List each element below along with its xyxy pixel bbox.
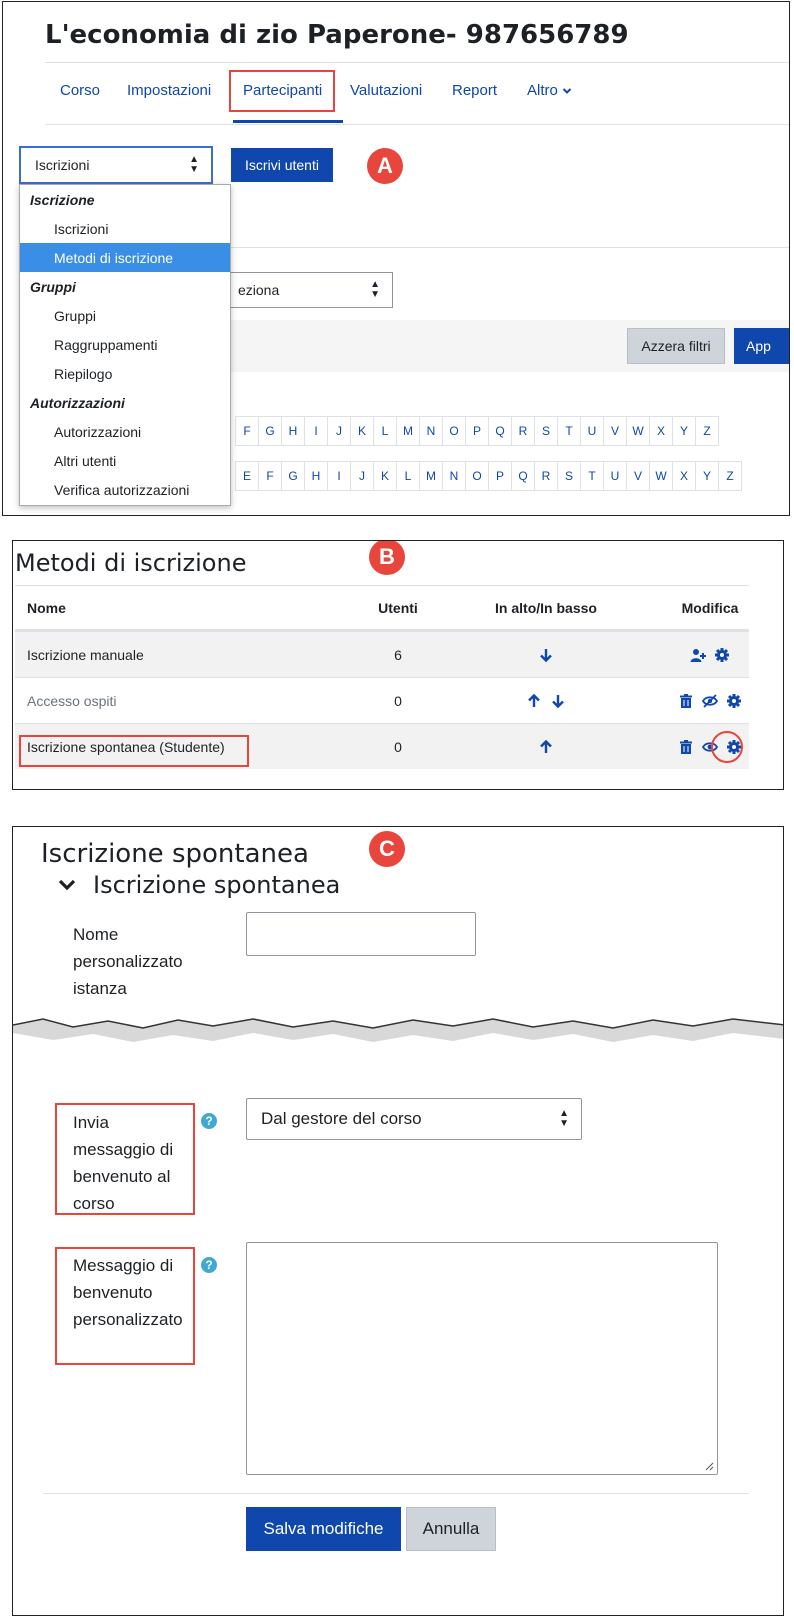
initial-letter-link[interactable]: Y [672,416,696,446]
badge-b: B [369,540,405,575]
initial-letter-link[interactable]: S [534,416,558,446]
move-controls [475,647,617,663]
tab-more-label: Altro [527,82,558,99]
highlight-welcome-label [55,1103,195,1215]
trash-icon[interactable] [678,693,694,709]
help-icon[interactable]: ? [201,1113,217,1129]
initial-letter-link[interactable]: R [534,461,558,491]
badge-a: A [367,148,403,184]
fieldset-legend-text: Iscrizione spontanea [93,871,341,899]
initial-letter-link[interactable]: N [419,416,443,446]
arrow-down-icon[interactable] [550,693,566,709]
initial-letter-link[interactable]: T [557,416,581,446]
initial-letter-link[interactable]: P [488,461,512,491]
table-row [15,677,749,723]
highlight-participants-tab [229,70,335,112]
torn-edge-divider [13,1013,784,1063]
dropdown-item-other-users[interactable]: Altri utenti [54,452,117,469]
dropdown-group-groups: Gruppi [30,278,76,295]
initial-letter-link[interactable]: I [304,416,328,446]
chevron-down-icon [57,875,77,895]
initial-letter-link[interactable]: V [603,416,627,446]
welcome-message-select-value: Dal gestore del corso [261,1109,422,1128]
initial-letter-link[interactable]: R [511,416,535,446]
initial-letter-link[interactable]: Q [511,461,535,491]
initial-letter-link[interactable]: T [580,461,604,491]
tab-course[interactable]: Corso [60,82,101,99]
initial-letter-link[interactable]: O [465,461,489,491]
dropdown-item-enrolment-methods[interactable]: Metodi di iscrizione [20,243,230,272]
column-header-edit: Modifica [681,599,739,616]
dropdown-item-enrolments[interactable]: Iscrizioni [54,220,109,237]
edit-controls [675,647,745,663]
initial-letter-link[interactable]: F [235,416,259,446]
apply-filters-button[interactable]: App [734,328,790,364]
initial-letter-link[interactable]: K [350,416,374,446]
table-row [15,631,749,677]
enrolment-dropdown-menu [19,184,231,506]
save-changes-button[interactable]: Salva modifiche [246,1507,401,1551]
custom-welcome-message-textarea[interactable] [246,1242,718,1475]
initial-letter-link[interactable]: H [281,416,305,446]
initial-letter-link[interactable]: W [649,461,673,491]
initial-letter-link[interactable]: Q [488,416,512,446]
nav-top-divider [45,62,790,63]
filter-select-value: eziona [238,282,280,298]
panel-self-enrolment-settings [12,826,784,1616]
initial-letter-link[interactable]: J [327,416,351,446]
enrol-users-icon[interactable] [690,647,706,663]
highlight-self-enrolment-row [19,735,249,767]
edit-controls [675,693,745,709]
initial-letter-link[interactable]: L [373,416,397,446]
filter-divider [231,247,790,248]
highlight-gear-icon [711,731,743,763]
initial-letter-link[interactable]: F [258,461,282,491]
label-custom-welcome-message: Messaggio di benvenuto personalizzato [73,1256,183,1329]
column-header-users: Utenti [378,599,418,616]
method-name: Iscrizione manuale [27,646,144,663]
initial-letter-link[interactable]: Z [718,461,742,491]
highlight-custom-message-label [55,1247,195,1365]
initial-letter-link[interactable]: V [626,461,650,491]
initial-letter-link[interactable]: U [580,416,604,446]
badge-c: C [369,831,405,867]
initial-letter-link[interactable]: K [373,461,397,491]
dropdown-group-enrolment: Iscrizione [30,191,95,208]
chevron-down-icon [562,86,572,96]
gear-icon[interactable] [714,647,730,663]
initial-letter-link[interactable]: S [557,461,581,491]
method-users: 6 [394,646,402,663]
enrolment-select-value: Iscrizioni [35,157,90,173]
custom-instance-name-input[interactable] [246,912,476,956]
column-header-move: In alto/In basso [495,599,597,616]
nav-bottom-divider [45,124,790,125]
course-title: L'economia di zio Paperone- 987656789 [45,20,629,50]
tab-grades[interactable]: Valutazioni [350,82,423,99]
initial-letter-link[interactable]: X [672,461,696,491]
dropdown-item-groupings[interactable]: Raggruppamenti [54,336,158,353]
initial-letter-link[interactable]: G [281,461,305,491]
move-controls [475,739,617,755]
initial-letter-link[interactable]: U [603,461,627,491]
eye-slash-icon[interactable] [702,693,718,709]
initial-letter-link[interactable]: L [396,461,420,491]
move-controls [475,693,617,709]
method-name: Iscrizione spontanea (Studente) [27,738,225,755]
tab-participants[interactable]: Partecipanti [243,82,323,99]
tab-more[interactable] [527,82,572,99]
dropdown-item-check-permissions[interactable]: Verifica autorizzazioni [54,481,190,498]
arrow-down-icon[interactable] [538,647,554,663]
enrolment-select[interactable] [19,146,213,184]
arrow-up-icon[interactable] [538,739,554,755]
self-enrolment-heading: Iscrizione spontanea [41,839,309,869]
arrow-up-icon[interactable] [526,693,542,709]
initial-letter-link[interactable]: G [258,416,282,446]
resize-handle-icon[interactable] [704,1461,714,1471]
label-send-welcome-message: Invia messaggio di benvenuto al corso [73,1113,174,1213]
dropdown-group-permissions: Autorizzazioni [30,394,125,411]
method-users: 0 [394,692,402,709]
panel-enrolment-methods [12,540,784,790]
initial-letter-link[interactable]: M [419,461,443,491]
label-custom-instance-name: Nome personalizzato istanza [73,925,183,998]
clear-filters-button[interactable]: Azzera filtri [627,328,725,364]
dropdown-item-overview[interactable]: Riepilogo [54,365,113,382]
initial-letter-link[interactable]: J [350,461,374,491]
help-icon[interactable]: ? [201,1257,217,1273]
initial-letter-link[interactable]: I [327,461,351,491]
fieldset-legend[interactable] [57,871,340,899]
initial-letter-link[interactable]: N [442,461,466,491]
tab-settings[interactable]: Impostazioni [127,82,212,99]
welcome-message-select[interactable] [246,1098,582,1140]
method-name: Accesso ospiti [27,692,117,709]
initial-letter-link[interactable]: Z [695,416,719,446]
column-header-name: Nome [27,599,66,616]
dropdown-item-groups[interactable]: Gruppi [54,307,97,324]
initial-letter-link[interactable]: X [649,416,673,446]
select-arrows-icon: ▲ ▼ [559,1108,569,1129]
initials-firstname-bar [235,416,718,446]
method-users: 0 [394,738,402,755]
initial-letter-link[interactable]: H [304,461,328,491]
initial-letter-link[interactable]: E [235,461,259,491]
form-footer-divider [43,1493,749,1494]
cancel-button[interactable]: Annulla [406,1507,496,1551]
select-arrows-icon: ▲ ▼ [189,154,199,175]
table-header [15,585,749,631]
gear-icon[interactable] [726,693,742,709]
enrolment-methods-heading: Metodi di iscrizione [15,549,247,577]
select-arrows-icon: ▲ ▼ [370,279,380,300]
enrol-users-button[interactable]: Iscrivi utenti [231,148,333,182]
initial-letter-link[interactable]: M [396,416,420,446]
initial-letter-link[interactable]: W [626,416,650,446]
initial-letter-link[interactable]: O [442,416,466,446]
tab-reports[interactable]: Report [452,82,498,99]
filter-select[interactable] [223,272,393,308]
active-tab-indicator [233,120,343,123]
trash-icon[interactable] [678,739,694,755]
initial-letter-link[interactable]: Y [695,461,719,491]
initials-lastname-bar [235,461,741,491]
panel-participants-menu [2,1,790,516]
dropdown-item-permissions[interactable]: Autorizzazioni [54,423,142,440]
initial-letter-link[interactable]: P [465,416,489,446]
